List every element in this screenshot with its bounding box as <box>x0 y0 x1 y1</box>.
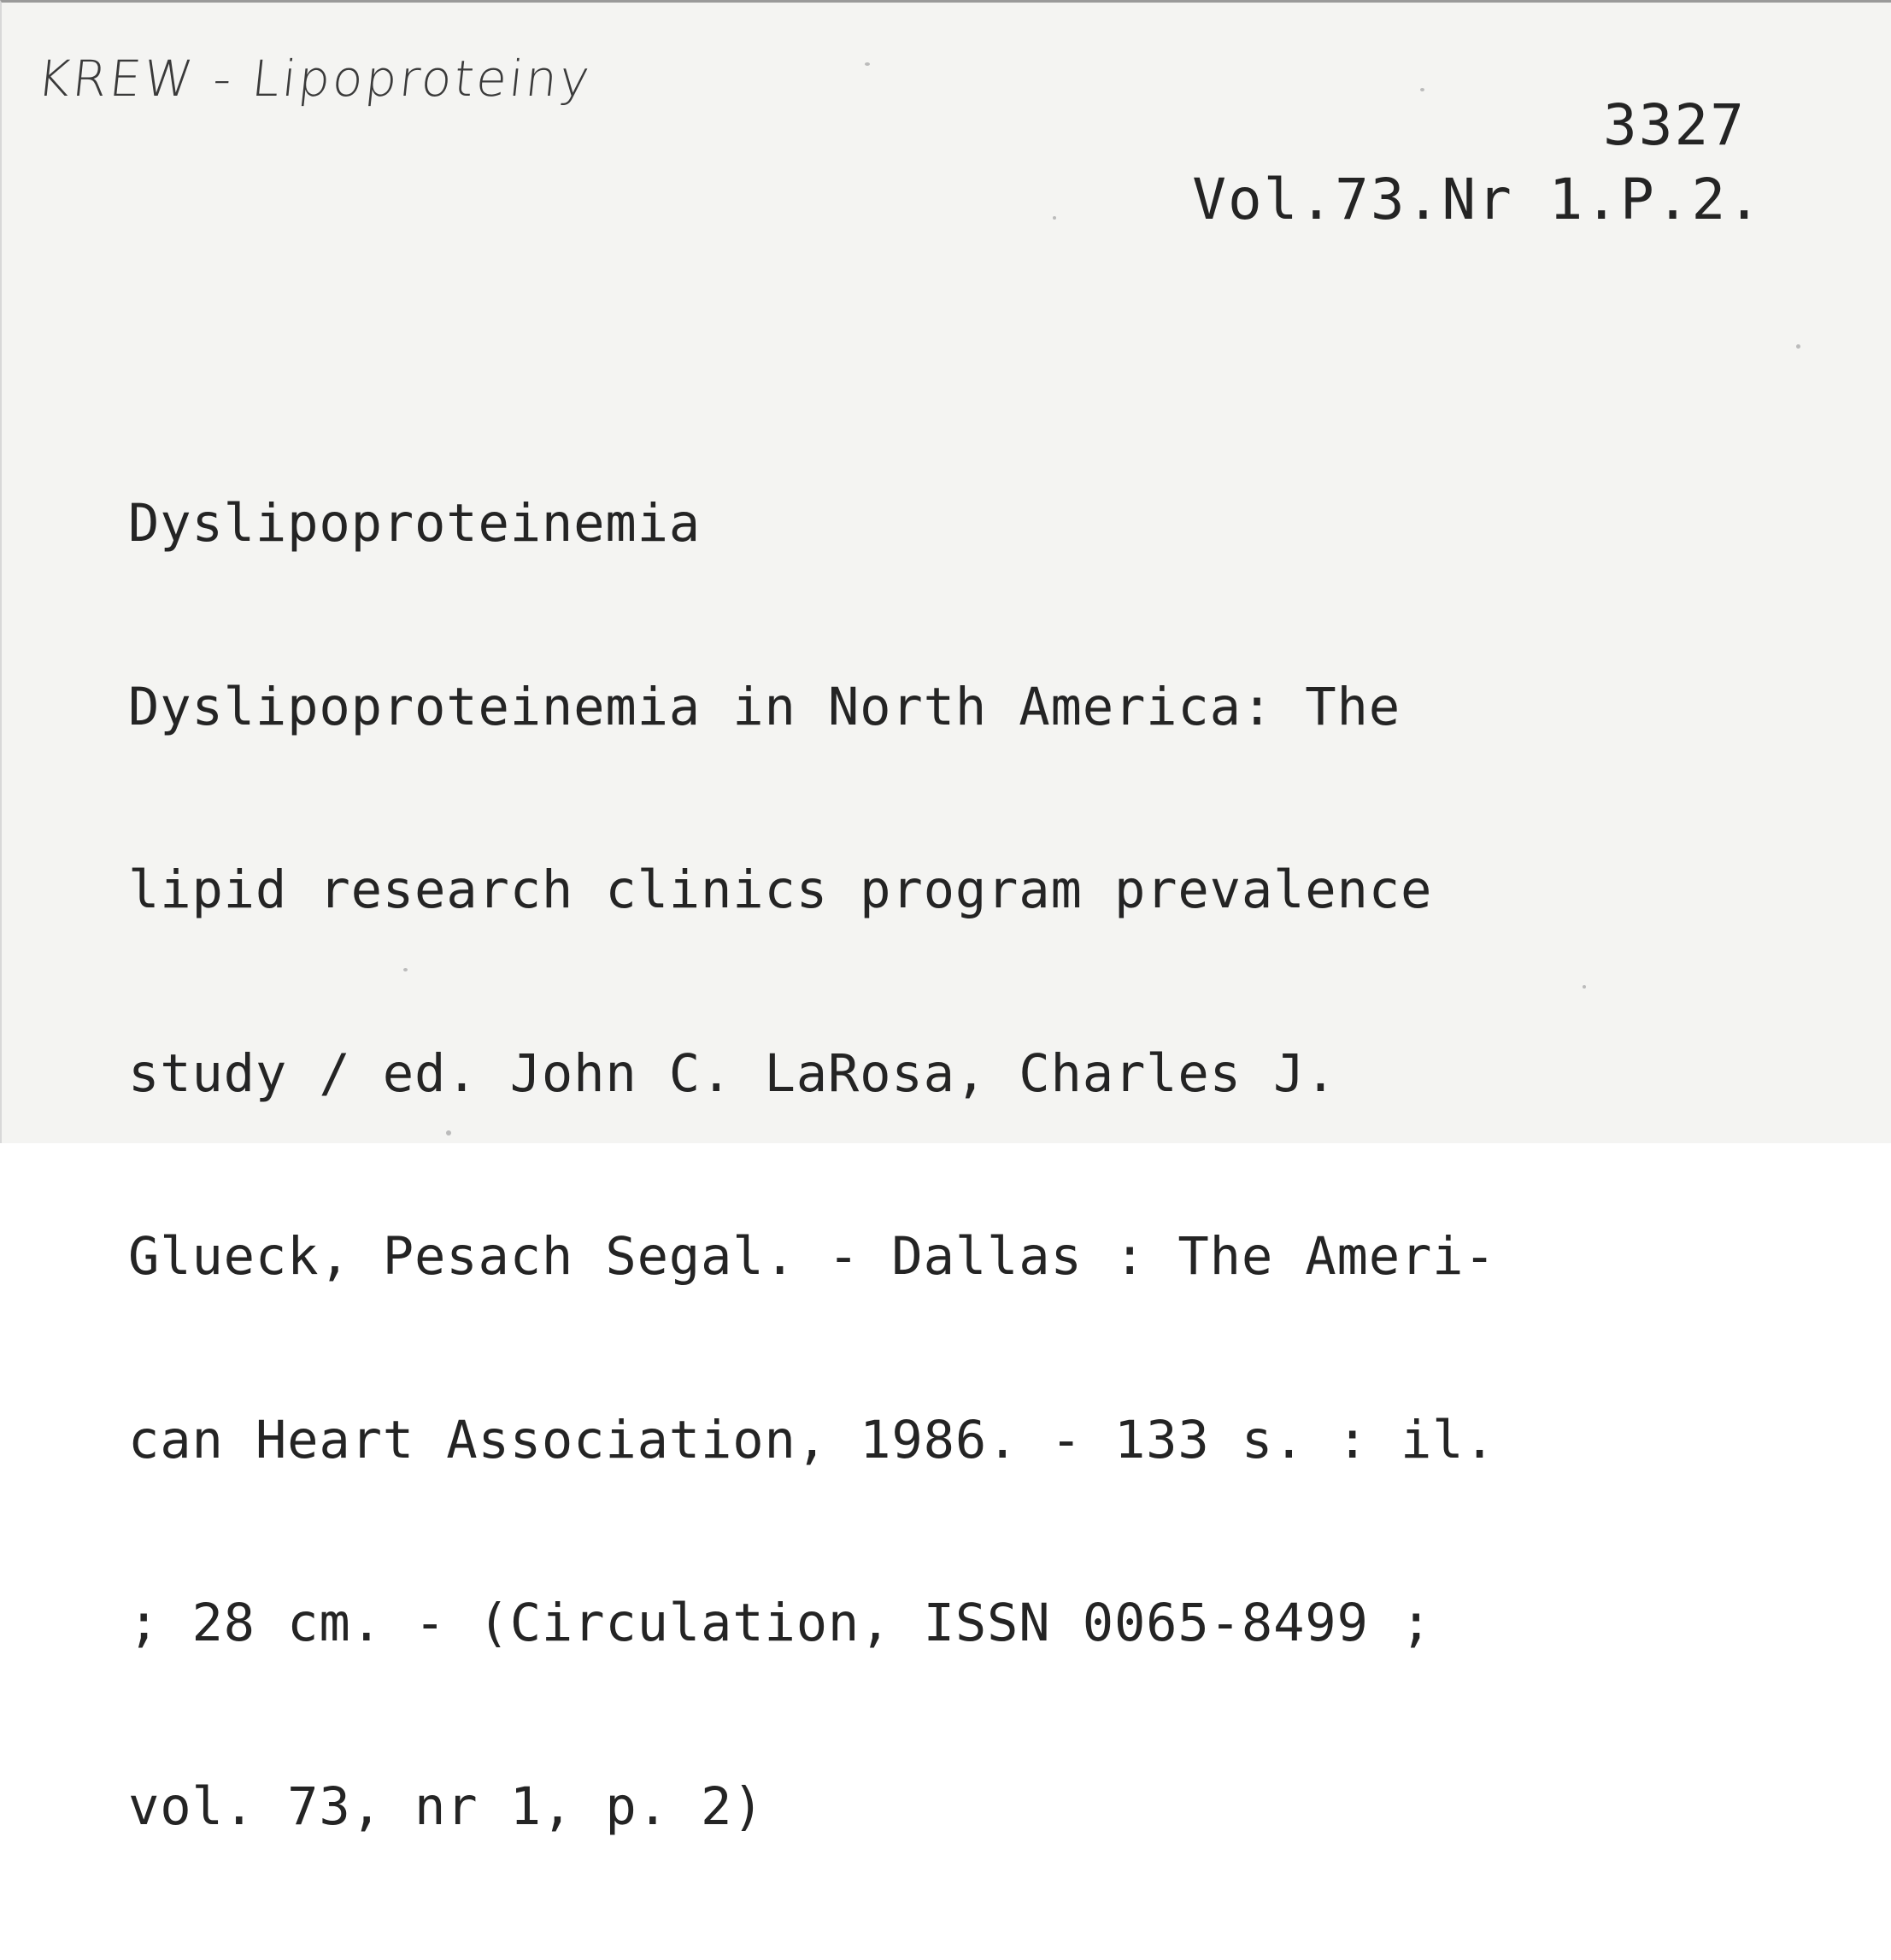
bibliographic-entry <box>128 372 1496 1960</box>
volume-reference: Vol.73.Nr 1.P.2. <box>1192 167 1763 232</box>
entry-line-publisher: Glueck, Pesach Segal. - Dallas : The Ameri- <box>128 1227 1496 1287</box>
paper-speck <box>865 62 870 66</box>
entry-line-editors: study / ed. John C. LaRosa, Charles J. <box>128 1043 1337 1104</box>
entry-line-publication-date: can Heart Association, 1986. - 133 s. : il. <box>128 1410 1496 1470</box>
entry-line-title-cont: lipid research clinics program prevalence <box>128 860 1433 920</box>
paper-speck <box>1420 88 1424 91</box>
paper-speck <box>1053 216 1056 220</box>
entry-line-title: Dyslipoproteinemia in North America: The <box>128 677 1401 737</box>
entry-line-series: ; 28 cm. - (Circulation, ISSN 0065-8499 ; <box>128 1593 1433 1653</box>
subject-heading: KREW - Lipoproteiny <box>34 50 595 108</box>
entry-line-heading: Dyslipoproteinemia <box>128 494 702 554</box>
call-number: 3327 <box>1603 92 1746 158</box>
paper-speck <box>1583 985 1586 989</box>
entry-line-series-volume: vol. 73, nr 1, p. 2) <box>128 1776 765 1837</box>
paper-speck <box>1796 344 1800 349</box>
